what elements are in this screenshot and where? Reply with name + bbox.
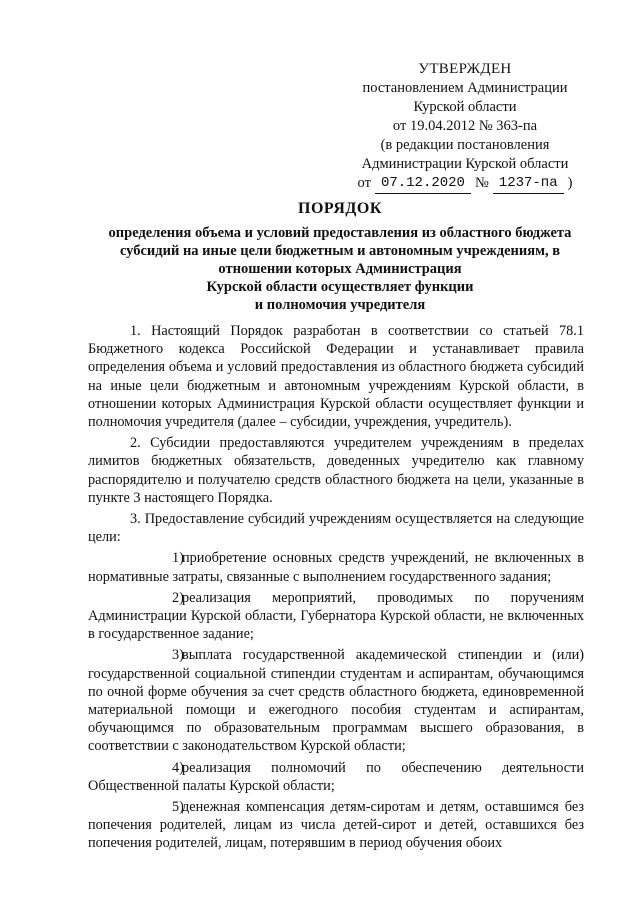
approval-line: Курской области bbox=[413, 99, 517, 115]
subitem-text: реализация мероприятий, проводимых по поручениям Администрации Курской области, Губернатора Курской области, не включенных в государственное задание; bbox=[88, 589, 584, 643]
subitem-text: денежная компенсация детям-сиротам и детям, оставшимся без попечения родителей, лицам из числа детей-сирот и детей, оставшихся без попечения родителей, лицам, потерявшим в период обучения обоих bbox=[88, 799, 584, 852]
subitem-number: 5) bbox=[172, 799, 184, 816]
title-line: субсидий на иные цели бюджетным и автономным учреждениям, в bbox=[119, 243, 561, 259]
subitem-text: реализация полномочий по обеспечению деятельности Общественной палаты Курской области; bbox=[88, 759, 584, 794]
subitem bbox=[88, 759, 584, 795]
approval-line: от 19.04.2012 № 363-па bbox=[392, 118, 538, 134]
title-line: отношении которых Администрация bbox=[218, 261, 462, 277]
approval-line: постановлением Администрации bbox=[362, 80, 568, 96]
subitem-number: 2) bbox=[172, 589, 184, 606]
paragraph-2: 2. Субсидии предоставляются учредителем учреждениям в пределах лимитов бюджетных обязательств, доведенных учредителю как главному распорядителю и получателю средств областного бюджета на цели, указанные в пункте 3 настоящего Порядка. bbox=[88, 435, 584, 506]
subitem bbox=[88, 646, 584, 755]
edit-date: 07.12.2020 bbox=[375, 174, 471, 194]
subitem-text: приобретение основных средств учреждений, не включенных в нормативные затраты, связанные с выполнением государственного задания; bbox=[88, 550, 584, 585]
title-main: ПОРЯДОК bbox=[298, 200, 382, 217]
subitem bbox=[88, 798, 584, 853]
edit-from: от bbox=[357, 175, 371, 191]
subitem-text: выплата государственной академической стипендии и (или) государственной социальной стипендии студентам и аспирантам, обучающимся по очной форме обучения за счет средств областного бюджета, единовременной материальной помощи и ежегодного пособия студентам и аспирантам, обучающимся по образовательным программам высшего образования, в соответствии с законодательством Курской области; bbox=[88, 647, 584, 755]
document-body bbox=[88, 322, 584, 856]
subitem-number: 4) bbox=[172, 759, 184, 776]
edit-number: 1237-па bbox=[493, 174, 564, 194]
edit-reference bbox=[330, 174, 600, 194]
approval-line: Администрации Курской области bbox=[361, 156, 569, 172]
title-line: Курской области осуществляет функции bbox=[206, 279, 474, 295]
subitem-number: 3) bbox=[172, 647, 184, 664]
document-title bbox=[80, 200, 600, 314]
title-line: и полномочия учредителя bbox=[254, 297, 426, 313]
subitem-number: 1) bbox=[172, 550, 184, 567]
paragraph-3: 3. Предоставление субсидий учреждениям осуществляется на следующие цели: bbox=[88, 511, 584, 546]
approval-line: (в редакции постановления bbox=[380, 137, 550, 153]
edit-close: ) bbox=[567, 175, 573, 191]
paragraph-1: 1. Настоящий Порядок разработан в соответствии со статьей 78.1 Бюджетного кодекса Российской Федерации и устанавливает правила определения объема и условий предоставления из областного бюджета субсидий на иные цели бюджетным и автономным учреждениям Курской области, в отношении которых Администрация Курской области осуществляет функции и полномочия учредителя (далее – субсидии, учреждения, учредитель). bbox=[88, 323, 584, 431]
subitem bbox=[88, 549, 584, 585]
subitem bbox=[88, 589, 584, 644]
title-line: определения объема и условий предоставления из областного бюджета bbox=[108, 225, 572, 241]
approval-head: УТВЕРЖДЕН bbox=[418, 61, 512, 77]
approval-stamp bbox=[330, 60, 600, 194]
edit-number-sign: № bbox=[474, 175, 489, 191]
